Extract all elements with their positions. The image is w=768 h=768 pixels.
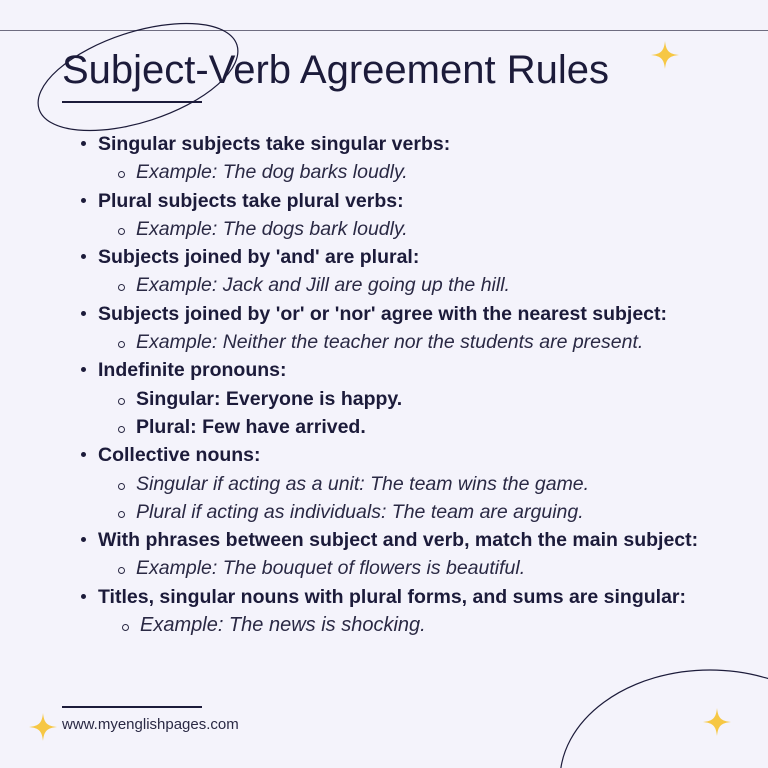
rule-item xyxy=(78,300,748,357)
rule-example: Singular if acting as a unit: The team wins the game. xyxy=(118,470,748,498)
rule-item xyxy=(78,356,748,441)
rule-sublist xyxy=(98,470,748,527)
rule-sublist xyxy=(98,158,748,186)
rule-example: Example: The bouquet of flowers is beautiful. xyxy=(118,554,748,582)
rule-sublist xyxy=(98,554,748,582)
rule-item xyxy=(78,526,748,583)
rule-text: Indefinite pronouns: xyxy=(98,359,287,382)
title-underline xyxy=(62,101,202,103)
rule-text: Plural subjects take plural verbs: xyxy=(98,189,404,212)
rule-item xyxy=(78,187,748,244)
rule-sublist xyxy=(98,215,748,243)
rule-item xyxy=(78,130,748,187)
rule-example: Example: The news is shocking. xyxy=(122,611,748,639)
rule-example: Example: Neither the teacher nor the students are present. xyxy=(118,328,748,356)
rule-text: Singular subjects take singular verbs: xyxy=(98,133,451,155)
sparkle-icon xyxy=(28,712,58,742)
rule-sublist xyxy=(98,611,748,639)
sparkle-icon xyxy=(650,40,680,70)
rule-example: Example: The dogs bark loudly. xyxy=(118,215,748,243)
bottom-right-arc-decoration xyxy=(540,660,768,768)
rule-sublist xyxy=(98,328,748,356)
sparkle-icon xyxy=(702,707,732,737)
rule-item xyxy=(78,441,748,526)
page-title: Subject-Verb Agreement Rules xyxy=(62,48,609,92)
rule-text: With phrases between subject and verb, match the main subject: xyxy=(98,529,699,552)
website-url: www.myenglishpages.com xyxy=(62,716,239,733)
rule-sublist xyxy=(98,271,748,299)
rule-item xyxy=(78,583,748,640)
rule-text: Subjects joined by 'and' are plural: xyxy=(98,246,420,269)
rules-list xyxy=(78,130,748,639)
rule-text: Titles, singular nouns with plural forms, and sums are singular: xyxy=(98,585,686,608)
rule-text: Collective nouns: xyxy=(98,444,261,467)
rule-item xyxy=(78,243,748,300)
rule-sublist xyxy=(98,385,748,442)
footer-divider xyxy=(62,706,202,708)
rule-example: Plural if acting as individuals: The team are arguing. xyxy=(118,498,748,526)
rule-example: Plural: Few have arrived. xyxy=(118,413,748,441)
rule-example: Singular: Everyone is happy. xyxy=(118,385,748,413)
rule-example: Example: The dog barks loudly. xyxy=(118,158,748,186)
rule-text: Subjects joined by 'or' or 'nor' agree with the nearest subject: xyxy=(98,302,667,325)
rule-example: Example: Jack and Jill are going up the hill. xyxy=(118,271,748,299)
